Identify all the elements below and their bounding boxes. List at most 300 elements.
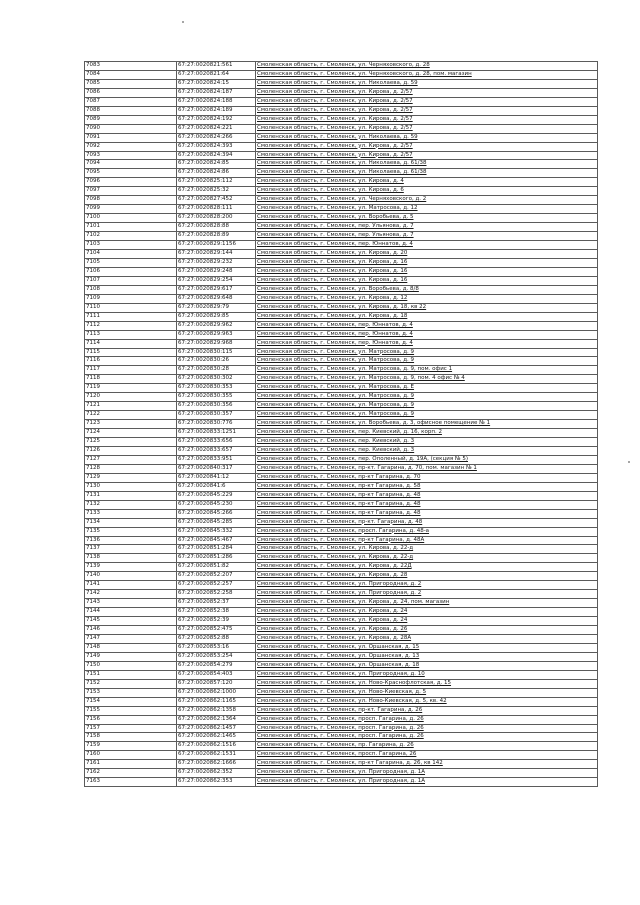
- table-row: [85, 482, 598, 491]
- cadastral-number-cell: 67:27:0020852:475: [177, 626, 256, 635]
- row-index-cell: 7151: [85, 670, 177, 679]
- scan-speck: [628, 461, 630, 463]
- row-index-cell: 7094: [85, 160, 177, 169]
- table-row: [85, 241, 598, 250]
- scan-speck: [182, 21, 184, 23]
- cadastral-number-cell: 67:27:0020829:254: [177, 276, 256, 285]
- address-cell: Смоленская область, г. Смоленск, ул. Пригородная, д. 2: [256, 590, 598, 599]
- row-index-cell: 7119: [85, 384, 177, 393]
- address-cell: Смоленская область, г. Смоленск, пр-кт. Гагарина, д. 70, пом. магазин № 1: [256, 464, 598, 473]
- table-row: [85, 438, 598, 447]
- row-index-cell: 7129: [85, 473, 177, 482]
- cadastral-number-cell: 67:27:0020824:15: [177, 79, 256, 88]
- address-cell: Смоленская область, г. Смоленск, ул. Матросова, д. 9: [256, 393, 598, 402]
- cadastral-number-cell: 67:27:0020852:37: [177, 599, 256, 608]
- row-index-cell: 7137: [85, 545, 177, 554]
- address-cell: Смоленская область, г. Смоленск, ул. Воробьева, д. 5: [256, 214, 598, 223]
- cadastral-number-cell: 67:27:0020830:302: [177, 375, 256, 384]
- cadastral-number-cell: 67:27:0020851:286: [177, 554, 256, 563]
- cadastral-number-cell: 67:27:0020824:85: [177, 160, 256, 169]
- cadastral-number-cell: 67:27:0020862:1516: [177, 742, 256, 751]
- cadastral-number-cell: 67:27:0020852:257: [177, 581, 256, 590]
- cadastral-number-cell: 67:27:0020845:229: [177, 491, 256, 500]
- cadastral-number-cell: 67:27:0020853:254: [177, 652, 256, 661]
- table-row: [85, 205, 598, 214]
- address-cell: Смоленская область, г. Смоленск, ул. Кирова, д. 22-д: [256, 554, 598, 563]
- cadastral-number-cell: 67:27:0020824:394: [177, 151, 256, 160]
- cadastral-number-cell: 67:27:0020824:86: [177, 169, 256, 178]
- table-row: [85, 303, 598, 312]
- address-cell: Смоленская область, г. Смоленск, ул. Матросова, д. 9, пом. 4 офис № 4: [256, 375, 598, 384]
- cadastral-number-cell: 67:27:0020830:357: [177, 411, 256, 420]
- row-index-cell: 7092: [85, 142, 177, 151]
- table-row: [85, 446, 598, 455]
- cadastral-number-cell: 67:27:0020828:88: [177, 223, 256, 232]
- cadastral-number-cell: 67:27:0020824:187: [177, 88, 256, 97]
- cadastral-number-cell: 67:27:0020833:656: [177, 438, 256, 447]
- address-cell: Смоленская область, г. Смоленск, ул. Ново-Киевская, д. 5, кв. 42: [256, 697, 598, 706]
- row-index-cell: 7099: [85, 205, 177, 214]
- table-row: [85, 563, 598, 572]
- address-cell: Смоленская область, г. Смоленск, пр-кт Гагарина, д. 58: [256, 482, 598, 491]
- address-cell: Смоленская область, г. Смоленск, пер. Ополенный, д. 19А, (секция № 5): [256, 455, 598, 464]
- address-cell: Смоленская область, г. Смоленск, пр-кт Гагарина, д. 48: [256, 500, 598, 509]
- address-cell: Смоленская область, г. Смоленск, пер. Ульянова, д. 7: [256, 223, 598, 232]
- table-row: [85, 321, 598, 330]
- address-cell: Смоленская область, г. Смоленск, ул. Матросова, д. 9: [256, 357, 598, 366]
- row-index-cell: 7153: [85, 688, 177, 697]
- row-index-cell: 7144: [85, 608, 177, 617]
- cadastral-number-cell: 67:27:0020845:332: [177, 527, 256, 536]
- row-index-cell: 7111: [85, 312, 177, 321]
- row-index-cell: 7124: [85, 429, 177, 438]
- cadastral-number-cell: 67:27:0020857:120: [177, 679, 256, 688]
- table-row: [85, 187, 598, 196]
- row-index-cell: 7113: [85, 330, 177, 339]
- table-row: [85, 79, 598, 88]
- cadastral-number-cell: 67:27:0020862:352: [177, 769, 256, 778]
- address-cell: Смоленская область, г. Смоленск, ул. Кирова, д. 2/57: [256, 88, 598, 97]
- cadastral-number-cell: 67:27:0020828:200: [177, 214, 256, 223]
- table-row: [85, 420, 598, 429]
- row-index-cell: 7163: [85, 778, 177, 787]
- cadastral-number-cell: 67:27:0020845:266: [177, 509, 256, 518]
- address-cell: Смоленская область, г. Смоленск, пер. Киевский, д. 3: [256, 446, 598, 455]
- table-row: [85, 178, 598, 187]
- address-cell: Смоленская область, г. Смоленск, ул. Кирова, д. 4: [256, 178, 598, 187]
- table-row: [85, 115, 598, 124]
- address-cell: Смоленская область, г. Смоленск, ул. Кирова, д. 16: [256, 258, 598, 267]
- table-row: [85, 276, 598, 285]
- cadastral-number-cell: 67:27:0020833:657: [177, 446, 256, 455]
- table-row: [85, 545, 598, 554]
- row-index-cell: 7128: [85, 464, 177, 473]
- address-cell: Смоленская область, г. Смоленск, ул. Кирова, д. 20: [256, 250, 598, 259]
- row-index-cell: 7114: [85, 339, 177, 348]
- address-cell: Смоленская область, г. Смоленск, ул. Кирова, д. 24, пом. магазин: [256, 599, 598, 608]
- address-cell: Смоленская область, г. Смоленск, ул. Кирова, д. 12: [256, 294, 598, 303]
- address-cell: Смоленская область, г. Смоленск, ул. Оршанская, д. 15: [256, 643, 598, 652]
- table-row: [85, 599, 598, 608]
- address-cell: Смоленская область, г. Смоленск, ул. Кирова, д. 28А: [256, 635, 598, 644]
- table-row: [85, 590, 598, 599]
- row-index-cell: 7138: [85, 554, 177, 563]
- address-cell: Смоленская область, г. Смоленск, ул. Черняховского, д. 2: [256, 196, 598, 205]
- row-index-cell: 7135: [85, 527, 177, 536]
- row-index-cell: 7088: [85, 106, 177, 115]
- address-cell: Смоленская область, г. Смоленск, ул. Матросова, д. 9: [256, 402, 598, 411]
- table-row: [85, 536, 598, 545]
- address-cell: Смоленская область, г. Смоленск, пер. Юннатов, д. 4: [256, 321, 598, 330]
- row-index-cell: 7126: [85, 446, 177, 455]
- cadastral-number-cell: 67:27:0020841:12: [177, 473, 256, 482]
- table-row: [85, 760, 598, 769]
- address-cell: Смоленская область, г. Смоленск, пр-кт Гагарина, д. 48А: [256, 536, 598, 545]
- row-index-cell: 7091: [85, 133, 177, 142]
- address-cell: Смоленская область, г. Смоленск, ул. Воробьева, д. 8/8: [256, 285, 598, 294]
- cadastral-number-cell: 67:27:0020828:111: [177, 205, 256, 214]
- cadastral-number-cell: 67:27:0020824:221: [177, 124, 256, 133]
- row-index-cell: 7116: [85, 357, 177, 366]
- address-cell: Смоленская область, г. Смоленск, ул. Пригородная, д. 2: [256, 581, 598, 590]
- address-cell: Смоленская область, г. Смоленск, пр-кт Гагарина, д. 26, кв 142: [256, 760, 598, 769]
- cadastral-number-cell: 67:27:0020852:258: [177, 590, 256, 599]
- row-index-cell: 7109: [85, 294, 177, 303]
- cadastral-number-cell: 67:27:0020830:356: [177, 402, 256, 411]
- row-index-cell: 7148: [85, 643, 177, 652]
- cadastral-number-cell: 67:27:0020853:16: [177, 643, 256, 652]
- row-index-cell: 7133: [85, 509, 177, 518]
- table-row: [85, 330, 598, 339]
- row-index-cell: 7100: [85, 214, 177, 223]
- row-index-cell: 7150: [85, 661, 177, 670]
- table-row: [85, 366, 598, 375]
- cadastral-number-cell: 67:27:0020852:38: [177, 608, 256, 617]
- table-row: [85, 751, 598, 760]
- table-row: [85, 393, 598, 402]
- row-index-cell: 7147: [85, 635, 177, 644]
- cadastral-number-cell: 67:27:0020862:1457: [177, 724, 256, 733]
- table-row: [85, 142, 598, 151]
- address-cell: Смоленская область, г. Смоленск, ул. Матросова, д. 9: [256, 411, 598, 420]
- address-cell: Смоленская область, г. Смоленск, ул. Кирова, д. 6: [256, 187, 598, 196]
- address-cell: Смоленская область, г. Смоленск, просп. Гагарина, 26: [256, 751, 598, 760]
- cadastral-number-cell: 67:27:0020830:353: [177, 384, 256, 393]
- cadastral-number-cell: 67:27:0020821:561: [177, 62, 256, 71]
- row-index-cell: 7086: [85, 88, 177, 97]
- table-row: [85, 258, 598, 267]
- row-index-cell: 7102: [85, 232, 177, 241]
- row-index-cell: 7103: [85, 241, 177, 250]
- table-row: [85, 742, 598, 751]
- cadastral-number-cell: 67:27:0020833:1251: [177, 429, 256, 438]
- address-cell: Смоленская область, г. Смоленск, пер. Юннатов, д. 4: [256, 330, 598, 339]
- cadastral-number-cell: 67:27:0020851:284: [177, 545, 256, 554]
- table-row: [85, 97, 598, 106]
- table-row: [85, 294, 598, 303]
- cadastral-number-cell: 67:27:0020845:230: [177, 500, 256, 509]
- address-cell: Смоленская область, г. Смоленск, ул. Матросова, д. 9: [256, 348, 598, 357]
- row-index-cell: 7131: [85, 491, 177, 500]
- table-row: [85, 70, 598, 79]
- table-row: [85, 626, 598, 635]
- row-index-cell: 7098: [85, 196, 177, 205]
- table-row: [85, 697, 598, 706]
- cadastral-number-cell: 67:27:0020829:1156: [177, 241, 256, 250]
- cadastral-number-cell: 67:27:0020854:279: [177, 661, 256, 670]
- cadastral-number-cell: 67:27:0020828:89: [177, 232, 256, 241]
- address-cell: Смоленская область, г. Смоленск, пер. Киевский, д. 16, корп. 2: [256, 429, 598, 438]
- address-cell: Смоленская область, г. Смоленск, ул. Кирова, д. 2/57: [256, 142, 598, 151]
- address-cell: Смоленская область, г. Смоленск, ул. Кирова, д. 26: [256, 626, 598, 635]
- table-row: [85, 581, 598, 590]
- row-index-cell: 7158: [85, 733, 177, 742]
- cadastral-number-cell: 67:27:0020824:393: [177, 142, 256, 151]
- cadastral-number-cell: 67:27:0020825:32: [177, 187, 256, 196]
- table-row: [85, 464, 598, 473]
- row-index-cell: 7132: [85, 500, 177, 509]
- table-row: [85, 509, 598, 518]
- address-cell: Смоленская область, г. Смоленск, ул. Пригородная, д. 1А: [256, 778, 598, 787]
- row-index-cell: 7121: [85, 402, 177, 411]
- table-row: [85, 339, 598, 348]
- row-index-cell: 7156: [85, 715, 177, 724]
- row-index-cell: 7159: [85, 742, 177, 751]
- row-index-cell: 7127: [85, 455, 177, 464]
- address-cell: Смоленская область, г. Смоленск, ул. Николаева, д. 61/38: [256, 160, 598, 169]
- address-cell: Смоленская область, г. Смоленск, пер. Юннатов, д. 4: [256, 241, 598, 250]
- cadastral-number-cell: 67:27:0020829:962: [177, 321, 256, 330]
- row-index-cell: 7083: [85, 62, 177, 71]
- cadastral-number-cell: 67:27:0020862:1666: [177, 760, 256, 769]
- table-row: [85, 670, 598, 679]
- cadastral-number-cell: 67:27:0020829:648: [177, 294, 256, 303]
- row-index-cell: 7112: [85, 321, 177, 330]
- row-index-cell: 7157: [85, 724, 177, 733]
- cadastral-number-cell: 67:27:0020830:28: [177, 366, 256, 375]
- address-cell: Смоленская область, г. Смоленск, ул. Кирова, д. 2/57: [256, 124, 598, 133]
- address-cell: Смоленская область, г. Смоленск, пер. Юннатов, д. 4: [256, 339, 598, 348]
- table-row: [85, 411, 598, 420]
- row-index-cell: 7162: [85, 769, 177, 778]
- address-cell: Смоленская область, г. Смоленск, ул. Кирова, д. 24: [256, 608, 598, 617]
- address-cell: Смоленская область, г. Смоленск, ул. Николаева, д. 59: [256, 133, 598, 142]
- cadastral-number-cell: 67:27:0020862:1531: [177, 751, 256, 760]
- address-cell: Смоленская область, г. Смоленск, ул. Кирова, д. 18: [256, 312, 598, 321]
- cadastral-number-cell: 67:27:0020852:88: [177, 635, 256, 644]
- row-index-cell: 7107: [85, 276, 177, 285]
- row-index-cell: 7110: [85, 303, 177, 312]
- table-row: [85, 608, 598, 617]
- address-cell: Смоленская область, г. Смоленск, ул. Оршанская, д. 13: [256, 652, 598, 661]
- row-index-cell: 7097: [85, 187, 177, 196]
- address-cell: Смоленская область, г. Смоленск, пр-кт. Гагарина, д. 26: [256, 706, 598, 715]
- row-index-cell: 7161: [85, 760, 177, 769]
- table-row: [85, 679, 598, 688]
- table-row: [85, 572, 598, 581]
- address-cell: Смоленская область, г. Смоленск, ул. Кирова, д. 16: [256, 267, 598, 276]
- table-row: [85, 518, 598, 527]
- row-index-cell: 7085: [85, 79, 177, 88]
- address-cell: Смоленская область, г. Смоленск, ул. Кирова, д. 2/57: [256, 97, 598, 106]
- table-row: [85, 661, 598, 670]
- registry-table: [84, 61, 598, 787]
- cadastral-number-cell: 67:27:0020829:79: [177, 303, 256, 312]
- cadastral-number-cell: 67:27:0020829:968: [177, 339, 256, 348]
- table-row: [85, 733, 598, 742]
- table-row: [85, 706, 598, 715]
- row-index-cell: 7130: [85, 482, 177, 491]
- row-index-cell: 7096: [85, 178, 177, 187]
- cadastral-number-cell: 67:27:0020862:1165: [177, 697, 256, 706]
- row-index-cell: 7143: [85, 599, 177, 608]
- address-cell: Смоленская область, г. Смоленск, пр-кт Гагарина, д. 48: [256, 509, 598, 518]
- row-index-cell: 7134: [85, 518, 177, 527]
- table-row: [85, 214, 598, 223]
- table-row: [85, 88, 598, 97]
- address-cell: Смоленская область, г. Смоленск, пер. Киевский, д. 3: [256, 438, 598, 447]
- address-cell: Смоленская область, г. Смоленск, ул. Кирова, д. 22Д: [256, 563, 598, 572]
- cadastral-number-cell: 67:27:0020824:266: [177, 133, 256, 142]
- table-row: [85, 223, 598, 232]
- address-cell: Смоленская область, г. Смоленск, ул. Кирова, д. 24: [256, 617, 598, 626]
- address-cell: Смоленская область, г. Смоленск, ул. Кирова, д. 2/57: [256, 115, 598, 124]
- address-cell: Смоленская область, г. Смоленск, просп. Гагарина, д. 48-а: [256, 527, 598, 536]
- address-cell: Смоленская область, г. Смоленск, ул. Николаева, д. 61/38: [256, 169, 598, 178]
- address-cell: Смоленская область, г. Смоленск, пер. Ульянова, д. 7: [256, 232, 598, 241]
- table-row: [85, 169, 598, 178]
- address-cell: Смоленская область, г. Смоленск, просп. Гагарина, д. 26: [256, 715, 598, 724]
- row-index-cell: 7125: [85, 438, 177, 447]
- cadastral-number-cell: 67:27:0020829:963: [177, 330, 256, 339]
- cadastral-number-cell: 67:27:0020852:207: [177, 572, 256, 581]
- address-cell: Смоленская область, г. Смоленск, просп. Гагарина, д. 26: [256, 724, 598, 733]
- table-row: [85, 357, 598, 366]
- row-index-cell: 7106: [85, 267, 177, 276]
- cadastral-number-cell: 67:27:0020833:951: [177, 455, 256, 464]
- table-row: [85, 500, 598, 509]
- row-index-cell: 7149: [85, 652, 177, 661]
- table-row: [85, 554, 598, 563]
- row-index-cell: 7089: [85, 115, 177, 124]
- row-index-cell: 7141: [85, 581, 177, 590]
- cadastral-number-cell: 67:27:0020824:189: [177, 106, 256, 115]
- registry-table-body: [85, 62, 598, 787]
- table-row: [85, 473, 598, 482]
- table-row: [85, 232, 598, 241]
- cadastral-number-cell: 67:27:0020829:248: [177, 267, 256, 276]
- table-row: [85, 124, 598, 133]
- address-cell: Смоленская область, г. Смоленск, ул. Кирова, д. 18, кв 22: [256, 303, 598, 312]
- table-row: [85, 455, 598, 464]
- row-index-cell: 7152: [85, 679, 177, 688]
- row-index-cell: 7122: [85, 411, 177, 420]
- address-cell: Смоленская область, г. Смоленск, ул. Пригородная, д. 10: [256, 670, 598, 679]
- row-index-cell: 7093: [85, 151, 177, 160]
- table-row: [85, 285, 598, 294]
- row-index-cell: 7120: [85, 393, 177, 402]
- address-cell: Смоленская область, г. Смоленск, пр-кт Гагарина, д. 70: [256, 473, 598, 482]
- cadastral-number-cell: 67:27:0020862:1000: [177, 688, 256, 697]
- row-index-cell: 7140: [85, 572, 177, 581]
- address-cell: Смоленская область, г. Смоленск, ул. Черняховского, д. 28, пом. магазин: [256, 70, 598, 79]
- address-cell: Смоленская область, г. Смоленск, ул. Кирова, д. 2/57: [256, 151, 598, 160]
- table-row: [85, 429, 598, 438]
- cadastral-number-cell: 67:27:0020829:85: [177, 312, 256, 321]
- address-cell: Смоленская область, г. Смоленск, ул. Кирова, д. 16: [256, 276, 598, 285]
- cadastral-number-cell: 67:27:0020830:355: [177, 393, 256, 402]
- row-index-cell: 7084: [85, 70, 177, 79]
- address-cell: Смоленская область, г. Смоленск, ул. Воробьева, д. 3, офисное помещение № 1: [256, 420, 598, 429]
- table-row: [85, 106, 598, 115]
- row-index-cell: 7145: [85, 617, 177, 626]
- cadastral-number-cell: 67:27:0020851:82: [177, 563, 256, 572]
- table-row: [85, 160, 598, 169]
- cadastral-number-cell: 67:27:0020845:285: [177, 518, 256, 527]
- row-index-cell: 7117: [85, 366, 177, 375]
- address-cell: Смоленская область, г. Смоленск, пр. Гагарина, д. 26: [256, 742, 598, 751]
- table-row: [85, 250, 598, 259]
- address-cell: Смоленская область, г. Смоленск, ул. Матросова, д. Е: [256, 384, 598, 393]
- row-index-cell: 7136: [85, 536, 177, 545]
- table-row: [85, 778, 598, 787]
- table-row: [85, 617, 598, 626]
- row-index-cell: 7155: [85, 706, 177, 715]
- row-index-cell: 7095: [85, 169, 177, 178]
- cadastral-number-cell: 67:27:0020824:188: [177, 97, 256, 106]
- cadastral-number-cell: 67:27:0020824:192: [177, 115, 256, 124]
- row-index-cell: 7142: [85, 590, 177, 599]
- cadastral-number-cell: 67:27:0020862:1358: [177, 706, 256, 715]
- address-cell: Смоленская область, г. Смоленск, ул. Ново-Краснофлотская, д. 15: [256, 679, 598, 688]
- address-cell: Смоленская область, г. Смоленск, пр-кт Гагарина, д. 48: [256, 491, 598, 500]
- table-row: [85, 724, 598, 733]
- cadastral-number-cell: 67:27:0020840:317: [177, 464, 256, 473]
- row-index-cell: 7101: [85, 223, 177, 232]
- table-row: [85, 196, 598, 205]
- row-index-cell: 7105: [85, 258, 177, 267]
- row-index-cell: 7160: [85, 751, 177, 760]
- cadastral-number-cell: 67:27:0020829:232: [177, 258, 256, 267]
- table-row: [85, 527, 598, 536]
- table-row: [85, 715, 598, 724]
- table-row: [85, 384, 598, 393]
- cadastral-number-cell: 67:27:0020827:452: [177, 196, 256, 205]
- address-cell: Смоленская область, г. Смоленск, пр-кт. Гагарина, д. 48: [256, 518, 598, 527]
- row-index-cell: 7090: [85, 124, 177, 133]
- cadastral-number-cell: 67:27:0020830:115: [177, 348, 256, 357]
- cadastral-number-cell: 67:27:0020862:353: [177, 778, 256, 787]
- address-cell: Смоленская область, г. Смоленск, просп. Гагарина, д. 26: [256, 733, 598, 742]
- cadastral-number-cell: 67:27:0020830:26: [177, 357, 256, 366]
- cadastral-number-cell: 67:27:0020845:467: [177, 536, 256, 545]
- cadastral-number-cell: 67:27:0020862:1465: [177, 733, 256, 742]
- address-cell: Смоленская область, г. Смоленск, ул. Кирова, д. 22-д: [256, 545, 598, 554]
- cadastral-number-cell: 67:27:0020830:776: [177, 420, 256, 429]
- cadastral-number-cell: 67:27:0020852:39: [177, 617, 256, 626]
- table-row: [85, 643, 598, 652]
- address-cell: Смоленская область, г. Смоленск, ул. Кирова, д. 2/57: [256, 106, 598, 115]
- table-row: [85, 402, 598, 411]
- table-row: [85, 635, 598, 644]
- address-cell: Смоленская область, г. Смоленск, ул. Ново-Киевская, д. 5: [256, 688, 598, 697]
- row-index-cell: 7108: [85, 285, 177, 294]
- cadastral-number-cell: 67:27:0020854:403: [177, 670, 256, 679]
- table-row: [85, 267, 598, 276]
- address-cell: Смоленская область, г. Смоленск, ул. Николаева, д. 59: [256, 79, 598, 88]
- table-row: [85, 769, 598, 778]
- address-cell: Смоленская область, г. Смоленск, ул. Пригородная, д. 1А: [256, 769, 598, 778]
